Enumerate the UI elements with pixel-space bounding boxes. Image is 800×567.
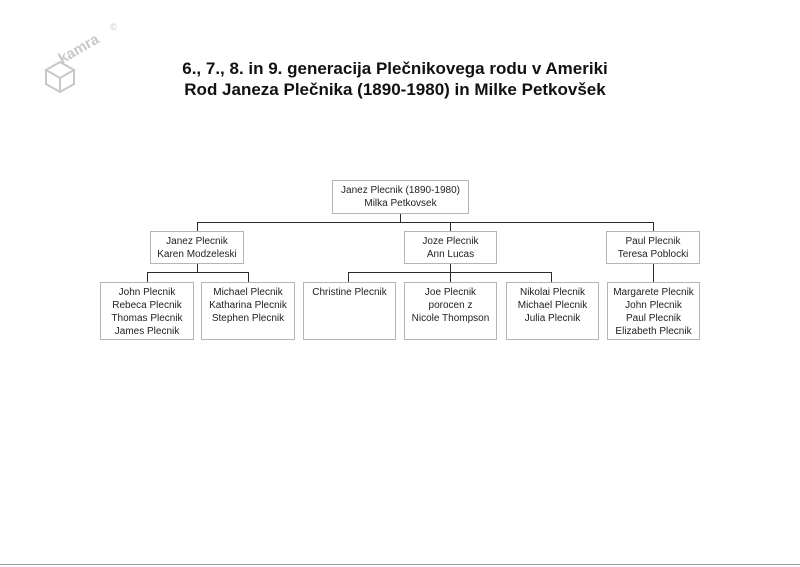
node-line: Stephen Plecnik xyxy=(211,313,285,324)
node-line: Joze Plecnik xyxy=(422,236,479,247)
node-line: Ann Lucas xyxy=(426,249,475,260)
tree-node-child-3 xyxy=(606,231,700,264)
node-line: Nikolai Plecnik xyxy=(519,287,586,298)
tree-node-grandchild-5 xyxy=(506,282,599,340)
node-line: Milka Petkovsek xyxy=(364,198,437,209)
node-line: porocen z xyxy=(428,300,473,311)
tree-node-root xyxy=(332,180,469,214)
node-line: Karen Modzeleski xyxy=(157,249,237,260)
copyright-mark: © xyxy=(110,22,117,32)
node-line: Nicole Thompson xyxy=(411,313,490,324)
connector-child-1-bar xyxy=(147,272,249,273)
node-line: Rebeca Plecnik xyxy=(112,300,182,311)
tree-node-grandchild-4 xyxy=(404,282,497,340)
watermark-text: kamra xyxy=(55,30,103,68)
tree-node-child-2 xyxy=(404,231,497,264)
node-line: Teresa Poblocki xyxy=(617,249,689,260)
node-line: Joe Plecnik xyxy=(424,287,477,298)
page-title-line-2: Rod Janeza Plečnika (1890-1980) in Milke Petkovšek xyxy=(184,80,606,99)
node-line: Julia Plecnik xyxy=(524,313,581,324)
tree-node-grandchild-1 xyxy=(100,282,194,340)
node-line: Margarete Plecnik xyxy=(613,287,694,298)
node-line: Michael Plecnik xyxy=(517,300,588,311)
connector-level1-bar xyxy=(197,222,653,223)
node-line: Janez Plecnik xyxy=(166,236,228,247)
page-title-line-1: 6., 7., 8. in 9. generacija Plečnikovega rodu v Ameriki xyxy=(182,59,608,78)
tree-node-grandchild-3 xyxy=(303,282,396,340)
node-line: Michael Plecnik xyxy=(213,287,283,298)
node-line: Katharina Plecnik xyxy=(209,300,287,311)
tree-node-grandchild-6 xyxy=(607,282,700,340)
node-line: Christine Plecnik xyxy=(312,287,387,298)
node-line: James Plecnik xyxy=(114,326,180,337)
node-line: Elizabeth Plecnik xyxy=(615,326,692,337)
node-line: John Plecnik xyxy=(118,287,176,298)
node-line: Paul Plecnik xyxy=(625,313,682,324)
node-line: Paul Plecnik xyxy=(625,236,681,247)
tree-node-child-1 xyxy=(150,231,244,264)
node-line: Janez Plecnik (1890-1980) xyxy=(341,185,460,196)
bottom-divider xyxy=(0,564,800,565)
node-line: John Plecnik xyxy=(625,300,682,311)
node-line: Thomas Plecnik xyxy=(111,313,183,324)
connector-child-3-down xyxy=(653,264,654,283)
tree-node-grandchild-2 xyxy=(201,282,295,340)
